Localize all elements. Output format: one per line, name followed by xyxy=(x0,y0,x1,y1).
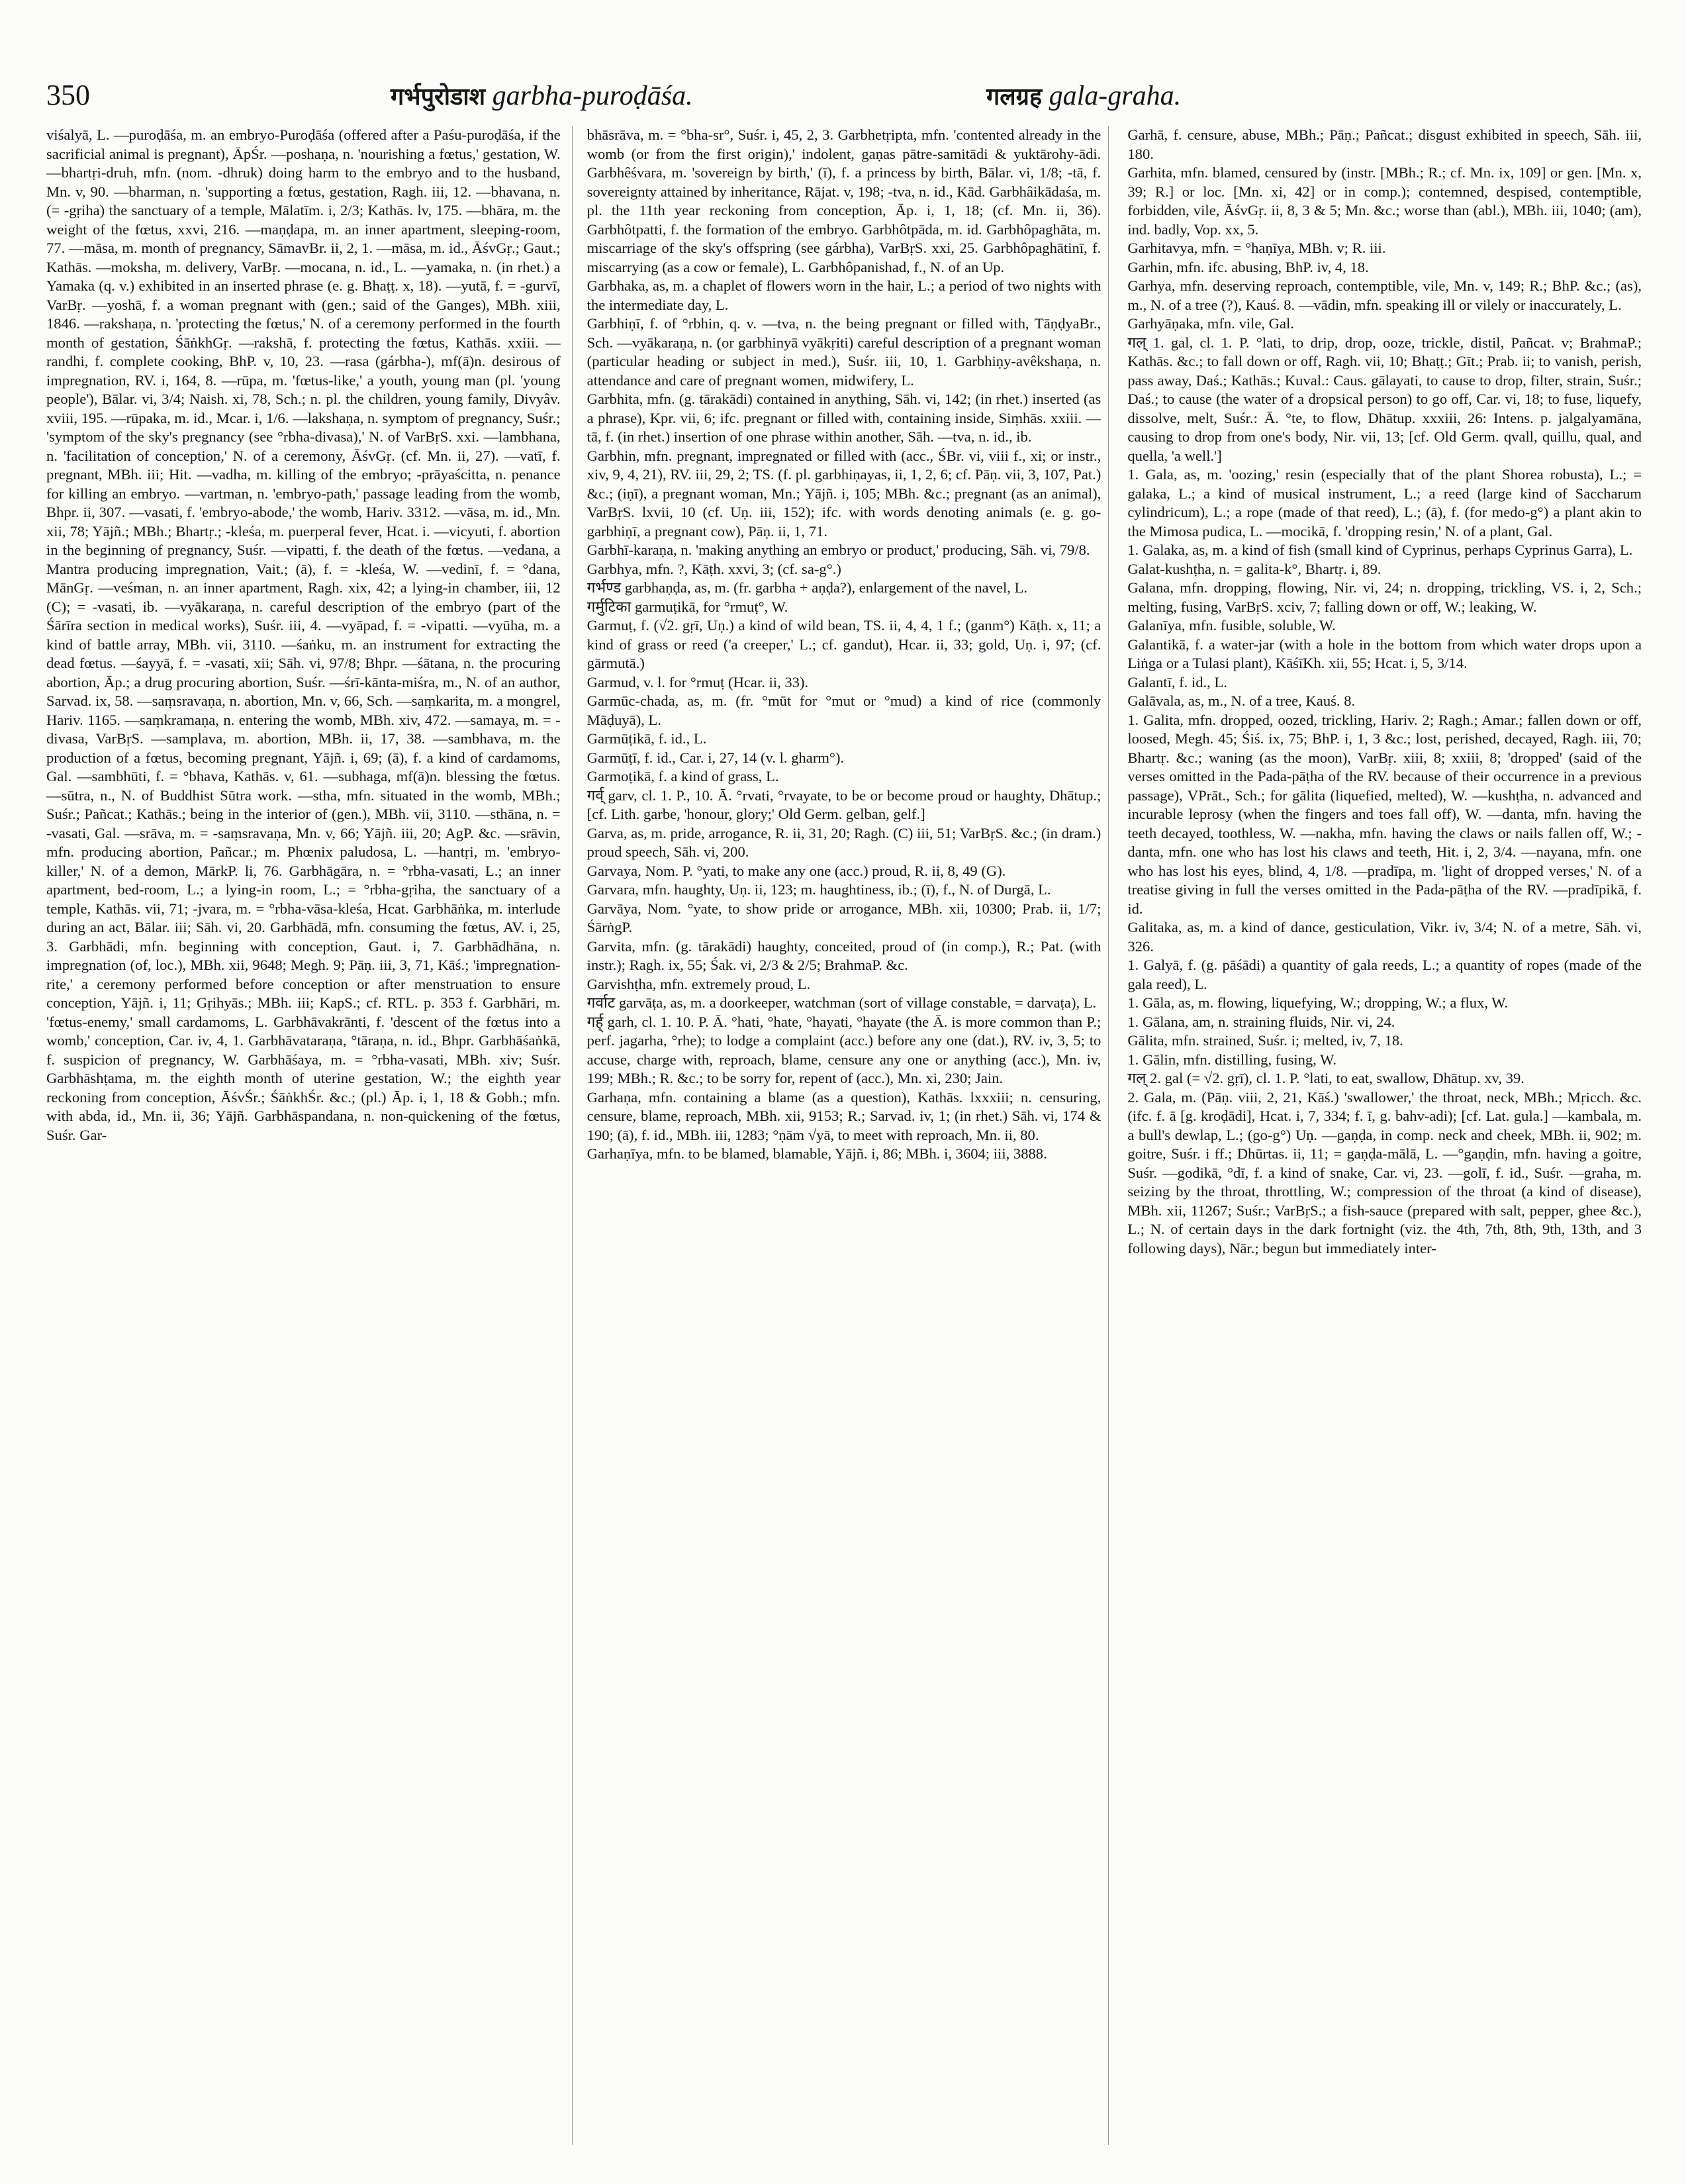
dictionary-entry: Garbhī-karaṇa, n. 'making anything an embryo or product,' producing, Sāh. vi, 79/8. xyxy=(586,542,1090,558)
entry-columns xyxy=(46,126,1642,2152)
dictionary-entry: Garmud, v. l. for °rmuṭ (Hcar. ii, 33). xyxy=(586,673,809,690)
dictionary-entry: Garhaṇīya, mfn. to be blamed, blamable, Yājñ. i, 86; MBh. i, 3604; iii, 3888. xyxy=(586,1145,1047,1162)
dictionary-entry: Garva, as, m. pride, arrogance, R. ii, 31, 20; Ragh. (C) iii, 51; VarBṛS. &c.; (in dram.) proud speech, Sāh. vi, 200. xyxy=(586,824,1101,860)
dictionary-entry: 1. Gālin, mfn. distilling, fusing, W. xyxy=(1127,1051,1337,1068)
dictionary-entry: Garhya, mfn. deserving reproach, contemptible, vile, Mn. v, 149; R.; BhP. &c.; (as), m., N. of a tree (?), Kauś. 8. —vādin, mfn. speaking ill or vilely or inaccurately, L. xyxy=(1127,277,1642,313)
dictionary-entry: Garmūṭikā, f. id., L. xyxy=(586,730,707,747)
dictionary-entry: Galāvala, as, m., N. of a tree, Kauś. 8. xyxy=(1127,692,1356,709)
dictionary-entry: Garmoṭikā, f. a kind of grass, L. xyxy=(586,768,779,784)
dictionary-entry: 1. Gala, as, m. 'oozing,' resin (especially that of the plant Shorea robusta), L.; = galaka, L.; a kind of musical instrument, L.; a reed (large kind of Saccharum cylindricum), L.; a rope (made of that reed), L.; (ā), f. (for medo-g°) a plant akin to the Mimosa pudica, L. —mocikā, f. 'dropping resin,' N. of a plant, Gal. xyxy=(1127,466,1642,540)
dictionary-entry: Garvāya, Nom. °yate, to show pride or arrogance, MBh. xii, 10300; Prab. ii, 1/7; ŚārṅgP. xyxy=(586,900,1101,935)
dictionary-entry: Galat-kushṭha, n. = galita-k°, Bhartṛ. i, 89. xyxy=(1127,560,1382,577)
dictionary-entry: Garvita, mfn. (g. tārakādi) haughty, conceited, proud of (in comp.), R.; Pat. (with instr.); Ragh. ix, 55; Śak. vi, 2/3 & 2/5; BrahmaP. &c. xyxy=(586,937,1101,973)
dictionary-entry: गर्मुटिका garmuṭikā, for °rmuṭ°, W. xyxy=(586,598,788,615)
dictionary-entry: Galitaka, as, m. a kind of dance, gesticulation, Vikr. iv, 3/4; N. of a metre, Sāh. vi, 326. xyxy=(1127,919,1642,955)
dictionary-entry: Garhin, mfn. ifc. abusing, BhP. iv, 4, 18. xyxy=(1127,258,1369,275)
dictionary-entry: Garmuṭ, f. (√2. gṛī, Uṇ.) a kind of wild bean, TS. ii, 4, 4, 1 f.; (ganm°) Kāṭh. x, 11; a kind of grass or reed ('a creeper,' L.; cf. gandut), Hcar. ii, 33; gold, Uṇ. i, 97; (cf. gārmutā.) xyxy=(586,617,1101,671)
dictionary-entry: गर्भण्ड garbhaṇḍa, as, m. (fr. garbha + aṇḍa?), enlargement of the navel, L. xyxy=(586,579,1028,596)
right-guide-word xyxy=(986,79,1181,112)
dictionary-entry: Garmūṭī, f. id., Car. i, 27, 14 (v. l. gharm°). xyxy=(586,749,845,766)
dictionary-entry: Galantī, f. id., L. xyxy=(1127,673,1227,690)
dictionary-entry: Galana, mfn. dropping, flowing, Nir. vi, 24; n. dropping, trickling, VS. i, 2, Sch.; melting, fusing, VarBṛS. xciv, 7; falling down or off, W.; leaking, W. xyxy=(1127,579,1642,615)
column-middle xyxy=(587,126,1101,2152)
dictionary-entry: Garbhya, mfn. ?, Kāṭh. xxvi, 3; (cf. sa-g°.) xyxy=(586,560,841,577)
dictionary-entry: Galanīya, mfn. fusible, soluble, W. xyxy=(1127,617,1336,634)
dictionary-entry: Garbhin, mfn. pregnant, impregnated or filled with (acc., ŚBr. vi, viii f., xi; or instr., xiv, 9, 4, 21), RV. iii, 29, 2; TS. (f. pl. garbhiṇayas, ii, 1, 2, 6; cf. Pāṇ. vii, 3, 107, Pat.) &c.; (iṇī), a pregnant woman, Mn.; Yājñ. i, 105; MBh. &c.; pregnant (as an animal), VarBṛS. lxvii, 10 (cf. Uṇ. iii, 152); ifc. with words denoting animals (e. g. go-garbhiṇī, a pregnant cow), Pāṇ. ii, 1, 71. xyxy=(586,447,1101,540)
dictionary-entry: Garvishṭha, mfn. extremely proud, L. xyxy=(586,975,811,992)
dictionary-entry: bhāsrāva, m. = °bha-sr°, Suśr. i, 45, 2, 3. Garbhetṛipta, mfn. 'contented already in the womb (or from the first origin),' indolent, gaṇas pātre-samitādi & yuktārohy-ādi. Garbhêśvara, m. 'sovereign by birth,' (ī), f. a princess by birth, Bālar. vi, 1/8; -tā, f. sovereignty attained by inheritance, Rājat. v, 198; -tva, n. id., Kād. Garbhâikādaśa, m. pl. the 11th year reckoning from conception, Āp. i, 1, 18; (cf. Mn. ii, 36). Garbhôtpatti, f. the formation of the embryo. Garbhôtpāda, m. id. Garbhôpaghāta, m. miscarriage of the sky's offspring (see gárbha), VarBṛS. xxi, 25. Garbhôpaghātinī, f. miscarrying (as a cow or female), L. Garbhôpanishad, f., N. of an Up. xyxy=(586,126,1101,275)
page-number: 350 xyxy=(46,79,90,111)
dictionary-entry: 1. Galyā, f. (g. pāśādi) a quantity of gala reeds, L.; a quantity of ropes (made of the gala reed), L. xyxy=(1127,957,1642,992)
right-guide-devanagari: गलग्रह xyxy=(986,83,1043,111)
dictionary-entry: 1. Gālana, am, n. straining fluids, Nir. vi, 24. xyxy=(1127,1013,1395,1030)
dictionary-entry: गल् 1. gal, cl. 1. P. °lati, to drip, drop, ooze, trickle, distil, Pañcat. v; BrahmaP.; Kathās. &c.; to fall down or off, Ragh. vii, 10; Bhaṭṭ.; Gīt.; Prab. ii; to vanish, perish, pass away, Daś.; Kathās.; Kuval.: Caus. gālayati, to cause to drop, filter, strain, Suśr.; Daś.; to cause (the water of a dropsical person) to go off, Car. vi, 18; to fuse, liquefy, dissolve, melt, Suśr.: Ā. °te, to flow, Dhātup. xxxiii, 26: Intens. p. jalgalyamāna, causing to drop from one's body, Nir. vii, 13; [cf. Old Germ. qvall, quillu, qual, and quella, 'a well.'] xyxy=(1127,334,1642,464)
dictionary-entry: Garhaṇa, mfn. containing a blame (as a question), Kathās. lxxxiii; n. censuring, censure, blame, reproach, MBh. xii, 9153; R.; Sarvad. iv, 1; (in rhet.) Sāh. vi, 174 & 190; (ā), f. id., MBh. iii, 1283; °ṇām √yā, to meet with reproach, Mn. ii, 80. xyxy=(586,1088,1101,1143)
dictionary-entry: Galantikā, f. a water-jar (with a hole in the bottom from which water drops upon a Liṅga or a Tulasi plant), KāśīKh. xii, 55; Hcat. i, 5, 3/14. xyxy=(1127,636,1642,671)
dictionary-entry: 1. Galaka, as, m. a kind of fish (small kind of Cyprinus, perhaps Cyprinus Garra), L. xyxy=(1127,542,1633,558)
dictionary-entry: गर्ह् garh, cl. 1. 10. P. Ā. °hati, °hate, °hayati, °hayate (the Ā. is more common than P.; perf. jagarha, °rhe); to lodge a complaint (acc.) before any one (dat.), RV. iv, 3, 5; to accuse, charge with, reproach, blame, censure any one or anything (acc.), Mn. iv, 199; MBh.; R. &c.; to be sorry for, repent of (acc.), Mn. xi, 230; Jain. xyxy=(586,1013,1101,1086)
dictionary-entry: 1. Gāla, as, m. flowing, liquefying, W.; dropping, W.; a flux, W. xyxy=(1127,994,1509,1011)
dictionary-entry: Gālita, mfn. strained, Suśr. i; melted, iv, 7, 18. xyxy=(1127,1032,1403,1049)
dictionary-entry: Garbhaka, as, m. a chaplet of flowers worn in the hair, L.; a period of two nights with the intermediate day, L. xyxy=(586,277,1101,313)
left-guide-word xyxy=(391,79,693,112)
dictionary-entry: Garvaya, Nom. P. °yati, to make any one (acc.) proud, R. ii, 8, 49 (G). xyxy=(586,862,1006,879)
dictionary-entry: गल् 2. gal (= √2. gṛī), cl. 1. P. °lati, to eat, swallow, Dhātup. xv, 39. xyxy=(1127,1070,1524,1086)
dictionary-entry: गर्वाट garvāṭa, as, m. a doorkeeper, watchman (sort of village constable, = darvaṭa), L. xyxy=(586,994,1097,1011)
dictionary-entry: Garmūc-chada, as, m. (fr. °mūt for °mut or °mud) a kind of rice (commonly Māḍuyā), L. xyxy=(586,692,1101,728)
dictionary-entry: गर्व् garv, cl. 1. P., 10. Ā. °rvati, °rvayate, to be or become proud or haughty, Dhātup.; [cf. Lith. garbe, 'honour, glory;' Old Germ. gelban, gelf.] xyxy=(586,786,1101,822)
column-left xyxy=(46,126,561,2152)
dictionary-entry: Garhitavya, mfn. = °haṇīya, MBh. v; R. iii. xyxy=(1127,240,1386,256)
dictionary-entry: Garhyāṇaka, mfn. vile, Gal. xyxy=(1127,315,1294,332)
left-guide-transliteration: garbha-puroḍāśa. xyxy=(492,81,693,111)
dictionary-entry: 1. Galita, mfn. dropped, oozed, trickling, Hariv. 2; Ragh.; Amar.; fallen down or off, loosed, Megh. 45; Śiś. ix, 75; BhP. i, 1, 3 &c.; lost, perished, decayed, Ragh. iii, 70; Bhartṛ. &c.; waning (as the moon), VarBṛ. xiii, 8; xxiii, 8; 'dropped' (said of the verses omitted in the Pada-pāṭha of the RV. because of their occurrence in a previous passage), VPrāt., Sch.; for gālita (liquefied, melted), W. —kushṭha, n. advanced and incurable leprosy (when the fingers and toes fall off), W. —danta, mfn. having the teeth decayed, toothless, W. —nakha, mfn. having the claws or nails fallen off, W.; -danta, mfn. one who has lost his claws and teeth, Hit. i, 2, 3/4. —nayana, mfn. one who has lost his eyes, blind, 4, 1/8. —pradīpa, m. 'light of dropped verses,' N. of a treatise giving in full the verses omitted in the Pada-pāṭha of the RV. —pradīpikā, f. id. xyxy=(1127,711,1642,917)
dictionary-entry: Garhita, mfn. blamed, censured by (instr. [MBh.; R.; cf. Mn. ix, 109] or gen. [Mn. x, 39; R.] or loc. [Mn. xi, 42] or in comp.); contemned, despised, contemptible, forbidden, vile, ĀśvGṛ. ii, 8, 3 & 5; Mn. &c.; worse than (abl.), MBh. iii, 1040; (am), ind. badly, Vop. xx, 5. xyxy=(1127,164,1642,238)
dictionary-entry: 2. Gala, m. (Pāṇ. viii, 2, 21, Kāś.) 'swallower,' the throat, neck, MBh.; Mṛicch. &c. (ifc. f. ā [g. kroḍādi], Hcat. i, 7, 334; f. ī, g. bahv-adi); [cf. Lat. gula.] —kambala, m. a bull's dewlap, L.; (go-g°) Uṇ. —gaṇḍa, in comp. neck and cheek, MBh. ii, 902; m. goitre, Suśr. i ff.; Dhūrtas. ii, 11; = gaṇḍa-mālā, L. —°gaṇḍin, mfn. having a goitre, Suśr. —godikā, °dī, f. a kind of snake, Car. vi, 23. —golī, f. id., Suśr. —graha, m. seizing by the throat, throttling, W.; compression of the throat (a kind of disease), MBh. xii, 11267; Suśr.; VarBṛS.; a fish-sauce (prepared with salt, pepper, ghee &c.), L.; N. of certain days in the dark fortnight (viz. the 4th, 7th, 8th, 9th, 13th, and 3 following days), Nār.; begun but immediately inter- xyxy=(1127,1088,1642,1257)
dictionary-entry: Garvara, mfn. haughty, Uṇ. ii, 123; m. haughtiness, ib.; (ī), f., N. of Durgā, L. xyxy=(586,881,1051,898)
left-guide-devanagari: गर्भपुरोडाश xyxy=(391,83,486,111)
dictionary-entry: Garbhita, mfn. (g. tārakādi) contained in anything, Sāh. vi, 142; (in rhet.) inserted (as a phrase), Kpr. vii, 6; ifc. pregnant or filled with, containing inside, Siṃhās. xxiii. —tā, f. (in rhet.) insertion of one phrase within another, Sāh. —tva, n. id., ib. xyxy=(586,391,1101,445)
dictionary-entry: viśalyā, L. —puroḍāśa, m. an embryo-Puroḍāśa (offered after a Paśu-puroḍāśa, if the sacrificial animal is pregnant), ĀpŚr. —poshaṇa, n. 'nourishing a fœtus,' gestation, W. —bhartṛi-druh, mfn. (nom. -dhruk) doing harm to the embryo and to the husband, Mn. v, 90. —bharman, n. 'supporting a fœtus, gestation, Ragh. iii, 12. —bhavana, n. (= -gṛiha) the sanctuary of a temple, Mālatīm. i, 2/3; Kathās. lv, 175. —bhāra, m. the weight of the fœtus, xxvi, 216. —maṇḍapa, m. an inner apartment, sleeping-room, 77. —māsa, m. month of pregnancy, SāmavBr. ii, 2, 1. —māsa, m. id., ĀśvGṛ.; Gaut.; Kathās. —moksha, m. delivery, VarBṛ. —mocana, n. id., L. —yamaka, n. (in rhet.) a Yamaka (q. v.) exhibited in an inserted phrase (e. g. Bhaṭṭ. x, 18). —yutā, f. = -gurvī, VarBṛ. —yoshā, f. a woman pregnant with (gen.; said of the Ganges), MBh. xiii, 1846. —rakshaṇa, n. 'protecting the fœtus,' N. of a ceremony performed in the fourth month of gestation, ŚāṅkhGṛ. —rakshā, f. protecting the fœtus, Kathās. xxiii. —randhi, f. complete cooking, BhP. v, 10, 23. —rasa (gárbha-), mf(ā)n. desirous of impregnation, RV. i, 164, 8. —rūpa, m. 'fœtus-like,' a youth, young man (pl. 'young people'), Bālar. vi, 3/4; Naish. xi, 78, Sch.; n. pl. the children, young family, Divyâv. xviii, 195. —rūpaka, m. id., Mcar. i, 1/6. —lakshaṇa, n. symptom of pregnancy, Suśr.; 'symptom of the sky's pregnancy (see °rbha-divasa),' N. of VarBṛS. xxi. —lambhana, n. 'facilitation of conception,' N. of a ceremony, ĀśvGṛ. (cf. Mn. ii, 27). —vatī, f. pregnant, MBh. iii; Hit. —vadha, m. killing of the embryo; -prāyaścitta, n. penance for killing an embryo. —vartman, n. 'embryo-path,' passage leading from the womb, Bhpr. ii, 307. —vasati, f. 'embryo-abode,' the womb, Hariv. 3312. —vāsa, m. id., Mn. xii, 78; Yājñ.; MBh.; Bhartṛ.; -kleśa, m. puerperal fever, Hcat. i. —vicyuti, f. abortion in the beginning of pregnancy, Suśr. —vipatti, f. the death of the fœtus. —vedana, a Mantra producing impregnation, Vait.; (ā), f. = -kleśa, W. —vedinī, f. = °dana, MānGṛ. —veśman, n. an inner apartment, Ragh. xix, 42; a lying-in chamber, iii, 12 (C); = -vasati, ib. —vyākaraṇa, n. careful description of the embryo (part of the Śārīra section in medical works), Suśr. iii, 4. —vyāpad, f. = -vipatti. —vyūha, m. a kind of battle array, MBh. vii, 3110. —śaṅku, m. an instrument for extracting the dead fœtus. —śayyā, f. = -vasati, xii; Sāh. vi, 97/8; Bhpr. —śātana, n. the procuring abortion, Āp.; a drug procuring abortion, Suśr. —śrī-kānta-miśra, m., N. of an author, Sarvad. ix, 58. —saṃsravaṇa, n. abortion, Mn. v, 66, Sch. —saṃkarita, m. a mongrel, Hariv. 1165. —saṃkramaṇa, n. entering the womb, MBh. xiv, 472. —samaya, m. = -divasa, VarBṛS. —samplava, m. abortion, MBh. ii, 17, 38. —sambhava, m. the production of a fœtus, becoming pregnant, Yājñ. i, 69; (ā), f. a kind of cardamoms, Gal. —sambhūti, f. = °bhava, Kathās. v, 61. —subhaga, mf(ā)n. blessing the fœtus. —sūtra, n., N. of Buddhist Sūtra work. —stha, mfn. situated in the womb, MBh.; Suśr.; Pañcat.; Kathās.; being in the interior of (gen.), MBh. vii, 3110. —sthāna, n. = -vasati, Gal. —srāva, m. = -saṃsravaṇa, Mn. v, 66; Yājñ. iii, 20; AgP. &c. —srāvin, mfn. producing abortion, Pañcar.; m. Phœnix paludosa, L. —hantṛi, m. 'embryo-killer,' N. of a demon, MārkP. li, 76. Garbhāgāra, n. = °rbha-vasati, L.; an inner apartment, bed-room, L.; a lying-in room, L.; = °rbha-gṛiha, the sanctuary of a temple, Kathās. vii, 71; -jvara, m. = °rbha-vāsa-kleśa, Hcat. Garbhāṅka, m. interlude during an act, Bālar. iii; Sāh. vi, 20. Garbhādā, mfn. consuming the fœtus, AV. i, 25, 3. Garbhādi, mfn. beginning with conception, Gaut. i, 7. Garbhādhāna, n. impregnation (of, loc.), MBh. xii, 9648; Megh. 9; Pāṇ. iii, 3, 71, Kāś.; 'impregnation-rite,' a ceremony performed before conception or after menstruation to ensure conception, Yājñ. i, 11; Gṛihyās.; MBh. iii; KapS.; cf. RTL. p. 353 f. Garbhāri, m. 'fœtus-enemy,' small cardamoms, L. Garbhāvakrānti, f. 'descent of the fœtus into a womb,' conception, Car. iv, 4, 1. Garbhāvataraṇa, °tāraṇa, n. id., Bhpr. Garbhāśaṅkā, f. suspicion of pregnancy, W. Garbhāśaya, m. = °rbha-vasati, MBh. xiv; Suśr. Garbhāshṭama, m. the eighth month of uterine gestation, W.; the eighth year reckoning from conception, ĀśvŚr.; ŚāṅkhŚr. &c.; (pl.) Āp. i, 1, 18 & Gobh.; mfn. with abda, id., Mn. ii, 36; Yājñ. Garbhāspandana, n. non-quickening of the fœtus, Suśr. Gar- xyxy=(46,126,561,1143)
running-header xyxy=(46,78,1655,118)
dictionary-entry: Garbhiṇī, f. of °rbhin, q. v. —tva, n. the being pregnant or filled with, TāṇḍyaBr., Sch. —vyākaraṇa, n. (or garbhinyā vyākṛiti) careful description of a pregnant woman (particular heading or subject in med.), Suśr. iii, 10, 1. Garbhiṇy-avêkshaṇa, n. attendance and care of pregnant women, midwifery, L. xyxy=(586,315,1101,389)
right-guide-transliteration: gala-graha. xyxy=(1049,81,1182,111)
column-right xyxy=(1127,126,1642,2152)
dictionary-entry: Garhā, f. censure, abuse, MBh.; Pāṇ.; Pañcat.; disgust exhibited in speech, Sāh. iii, 180. xyxy=(1127,126,1642,162)
